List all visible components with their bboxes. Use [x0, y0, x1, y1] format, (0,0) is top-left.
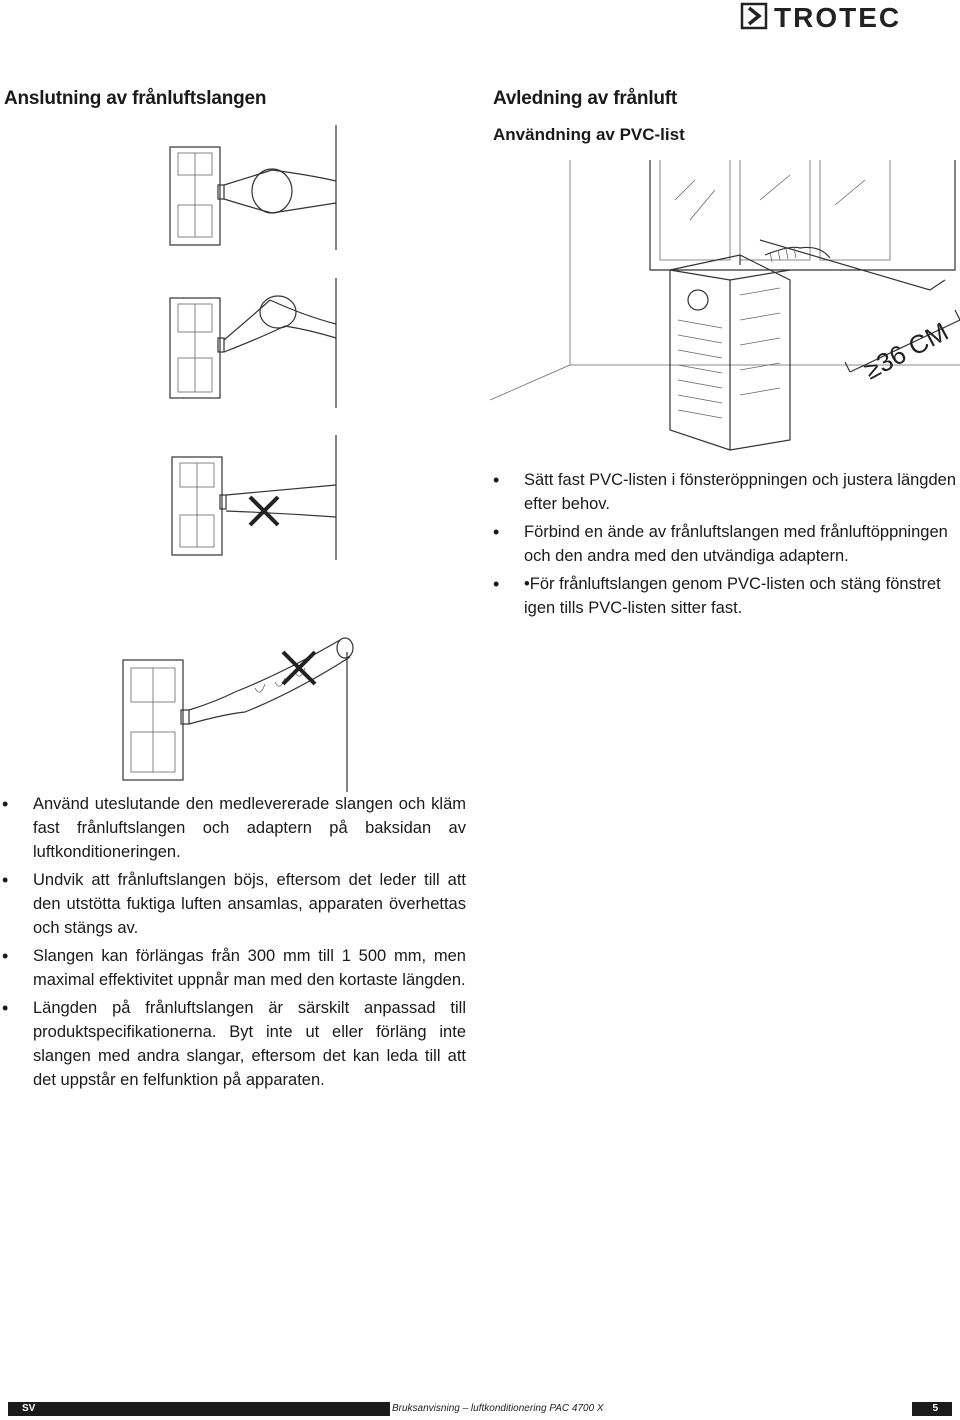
figure-hose-wrong — [160, 435, 350, 570]
brand-text: TROTEC — [774, 2, 902, 30]
figure-hose-straight — [160, 125, 350, 255]
page-footer — [8, 1402, 952, 1416]
distance-label: ≥36 CM — [858, 316, 954, 386]
list-item: • Förbind en ände av frånluftslangen med frånluftöppningen och den andra med den utvändiga adaptern. — [493, 520, 957, 568]
right-section-title: Avledning av frånluft — [493, 88, 678, 109]
list-item: • Längden på frånluftslangen är särskilt anpassad till produktspecifikationerna. Byt inte ut eller förläng inte slangen med andra slangar, eftersom det kan leda till att det uppstår en felfunktion på apparaten. — [2, 996, 466, 1092]
right-section-subtitle: Användning av PVC-list — [493, 125, 685, 144]
language-code: SV — [22, 1403, 36, 1414]
document-title: Bruksanvisning – luftkonditionering PAC 4700 X — [390, 1401, 912, 1417]
brand-logo — [740, 2, 954, 30]
list-item: • •För frånluftslangen genom PVC-listen och stäng fönstret igen tills PVC-listen sitter fast. — [493, 572, 957, 620]
right-bullet-list — [493, 468, 957, 624]
left-section-title: Anslutning av frånluftslangen — [4, 88, 267, 109]
figure-hose-curved — [160, 278, 350, 413]
list-item: • Slangen kan förlängas från 300 mm till 1 500 mm, men maximal effektivitet uppnår man med den kortaste längden. — [2, 944, 466, 992]
figure-window-installation — [490, 160, 960, 465]
left-bullet-list — [2, 792, 466, 1096]
figure-hose-upward-wrong — [115, 632, 360, 797]
list-item: • Undvik att frånluftslangen böjs, eftersom det leder till att den utstötta fuktiga luften ansamlas, apparaten överhettas och stängs av. — [2, 868, 466, 940]
page-number: 5 — [932, 1403, 938, 1414]
list-item: • Använd uteslutande den medlevererade slangen och kläm fast frånluftslangen och adaptern på baksidan av luftkonditioneringen. — [2, 792, 466, 864]
list-item: • Sätt fast PVC-listen i fönsteröppningen och justera längden efter behov. — [493, 468, 957, 516]
